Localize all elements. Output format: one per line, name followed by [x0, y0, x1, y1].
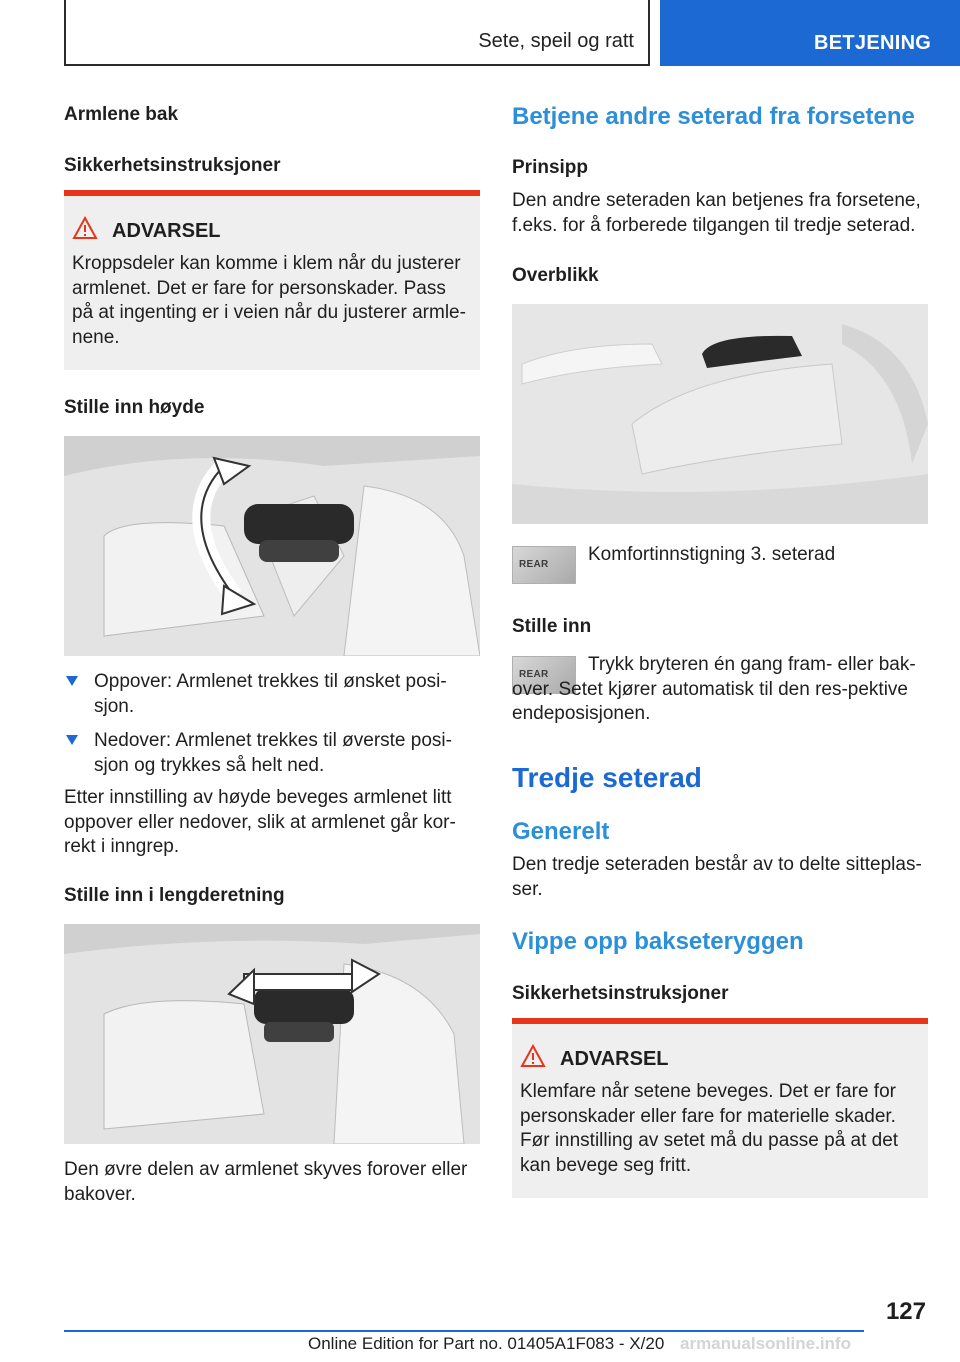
heading-generelt: Generelt — [512, 818, 610, 845]
rear-button-label: REAR — [519, 669, 549, 680]
armrest-length-photo — [64, 924, 480, 1144]
footer-watermark: armanualsonline.info — [680, 1334, 851, 1353]
footer-divider — [64, 1330, 864, 1332]
heading-stille-inn-lengde: Stille inn i lengderetning — [64, 885, 285, 906]
heading-stille-inn-hoyde: Stille inn høyde — [64, 397, 205, 418]
heading-overblikk: Overblikk — [512, 265, 599, 286]
bullet-triangle-icon — [66, 676, 78, 686]
header-chapter-box — [660, 0, 960, 66]
heading-tredje-seterad: Tredje seterad — [512, 762, 702, 793]
heading-armlene-bak: Armlene bak — [64, 104, 179, 125]
paragraph-stille-inn: Trykk bryteren én gang fram- eller bak-over. Setet kjører automatisk til den res-pektive endeposisjonen. — [512, 654, 916, 724]
paragraph-length-adjust: Den øvre delen av armlenet skyves forover eller bakover. — [64, 1159, 468, 1205]
caption-komfortinnstigning: Komfortinnstigning 3. seterad — [588, 544, 836, 565]
armrest-height-photo — [64, 436, 480, 656]
height-options-list — [64, 670, 480, 788]
paragraph-height-adjust: Etter innstilling av høyde beveges armlenet litt oppover eller nedover, slik at armlenet går kor-rekt i inngrep. — [64, 787, 456, 857]
rear-button-thumbnail — [512, 546, 576, 584]
warning-triangle-icon — [72, 216, 98, 240]
heading-vippe-opp: Vippe opp bakseteryggen — [512, 928, 804, 955]
heading-sikkerhetsinstruksjoner: Sikkerhetsinstruksjoner — [64, 155, 281, 176]
footer-edition: Online Edition for Part no. 01405A1F083 - X/20 — [308, 1334, 665, 1353]
heading-betjene-andre-seterad: Betjene andre seterad fra forsetene — [512, 103, 915, 130]
paragraph-generelt: Den tredje seteraden består av to delte sitteplas-ser. — [512, 854, 922, 900]
paragraph-prinsipp: Den andre seteraden kan betjenes fra forsetene, f.eks. for å forberede tilgangen til tredje seterad. — [512, 190, 921, 236]
warning-text: Kroppsdeler kan komme i klem når du justerer armlenet. Det er fare for personskader. Pass på at ingenting er i veien når du justerer armle-nene. — [72, 253, 466, 348]
warning-title: ADVARSEL — [112, 220, 221, 242]
bullet-triangle-icon — [66, 735, 78, 745]
page-number: 127 — [885, 1298, 926, 1325]
heading-sikkerhetsinstruksjoner-2: Sikkerhetsinstruksjoner — [512, 983, 729, 1004]
warning-box — [64, 190, 480, 370]
heading-stille-inn: Stille inn — [512, 616, 592, 637]
list-item: Oppover: Armlenet trekkes til ønsket posi-sjon. — [64, 670, 480, 719]
list-item: Nedover: Armlenet trekkes til øverste posi-sjon og trykkes så helt ned. — [64, 729, 480, 778]
header-section-title: Sete, speil og ratt — [478, 30, 634, 52]
heading-prinsipp: Prinsipp — [512, 157, 589, 178]
warning-title: ADVARSEL — [560, 1048, 669, 1070]
header-section-box — [64, 0, 650, 66]
warning-triangle-icon — [520, 1044, 546, 1068]
rear-button-label: REAR — [519, 559, 549, 570]
warning-text: Klemfare når setene beveges. Det er fare for personskader eller fare for materielle skader. Før innstilling av setet må du passe på at det kan bevege seg fritt. — [520, 1081, 899, 1176]
rear-seat-control-photo — [512, 304, 928, 524]
warning-box — [512, 1018, 928, 1198]
header-chapter-title: BETJENING — [814, 32, 932, 54]
